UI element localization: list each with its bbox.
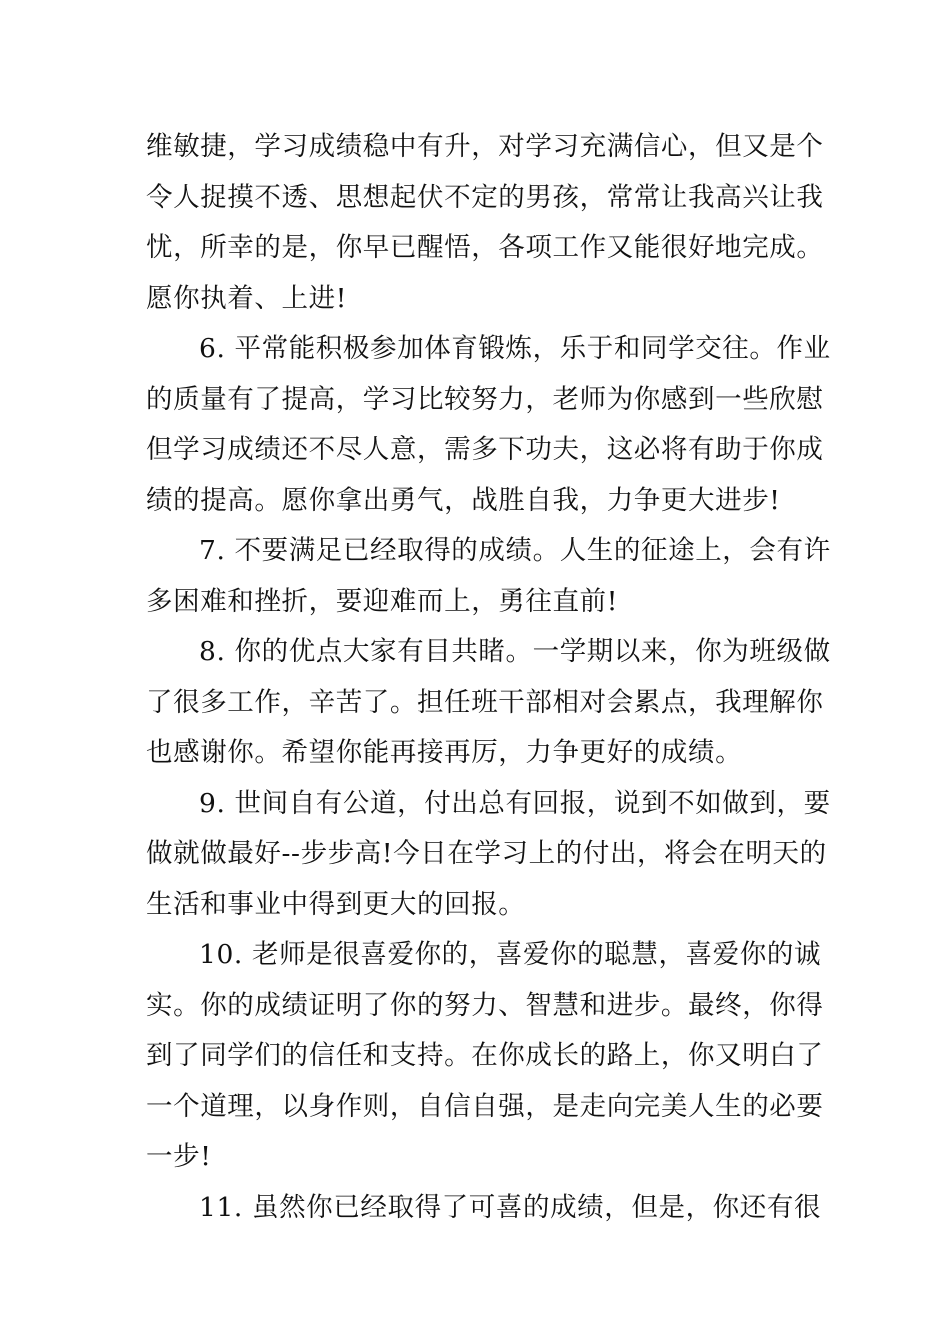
text-line: 忧，所幸的是，你早已醒悟，各项工作又能很好地完成。 <box>146 232 824 263</box>
text-line: 一个道理，以身作则，自信自强，是走向完美人生的必要 <box>146 1090 824 1122</box>
text-line: 愿你执着、上进! <box>146 282 347 314</box>
text-line: 实。你的成绩证明了你的努力、智慧和进步。最终，你得 <box>146 989 824 1021</box>
text-line: 6. 平常能积极参加体育锻炼，乐于和同学交往。作业 <box>199 333 831 364</box>
paragraph-11 <box>146 1183 822 1234</box>
text-line: 了很多工作，辛苦了。担任班干部相对会累点，我理解你 <box>146 686 824 718</box>
paragraph-8 <box>146 627 831 779</box>
text-line: 一步! <box>146 1141 212 1172</box>
text-line: 的质量有了提高，学习比较努力，老师为你感到一些欣慰 <box>146 383 824 415</box>
text-line: 9. 世间自有公道，付出总有回报，说到不如做到，要 <box>199 787 831 819</box>
text-line: 10. 老师是很喜爱你的，喜爱你的聪慧，喜爱你的诚 <box>199 939 822 970</box>
text-line: 11. 虽然你已经取得了可喜的成绩，但是，你还有很 <box>199 1191 822 1223</box>
text-line: 做就做最好--步步高!今日在学习上的付出，将会在明天的 <box>146 838 827 869</box>
text-line: 生活和事业中得到更大的回报。 <box>146 888 526 920</box>
paragraph-6 <box>146 324 831 526</box>
paragraph-10 <box>146 930 824 1183</box>
text-line: 但学习成绩还不尽人意，需多下功夫，这必将有助于你成 <box>146 434 824 465</box>
text-line: 8. 你的优点大家有目共睹。一学期以来，你为班级做 <box>199 636 831 667</box>
text-line: 维敏捷，学习成绩稳中有升，对学习充满信心，但又是个 <box>146 131 824 162</box>
text-line: 令人捉摸不透、思想起伏不定的男孩，常常让我高兴让我 <box>146 181 824 213</box>
text-line: 多困难和挫折，要迎难而上，勇往直前! <box>146 585 618 617</box>
text-line: 7. 不要满足已经取得的成绩。人生的征途上，会有许 <box>199 535 831 566</box>
paragraph-5-continued <box>146 122 824 324</box>
paragraph-7 <box>146 526 831 627</box>
document-page <box>146 122 831 1233</box>
text-line: 也感谢你。希望你能再接再厉，力争更好的成绩。 <box>146 737 743 768</box>
paragraph-9 <box>146 779 831 931</box>
text-line: 到了同学们的信任和支持。在你成长的路上，你又明白了 <box>146 1040 824 1071</box>
text-line: 绩的提高。愿你拿出勇气，战胜自我，力争更大进步! <box>146 484 781 516</box>
